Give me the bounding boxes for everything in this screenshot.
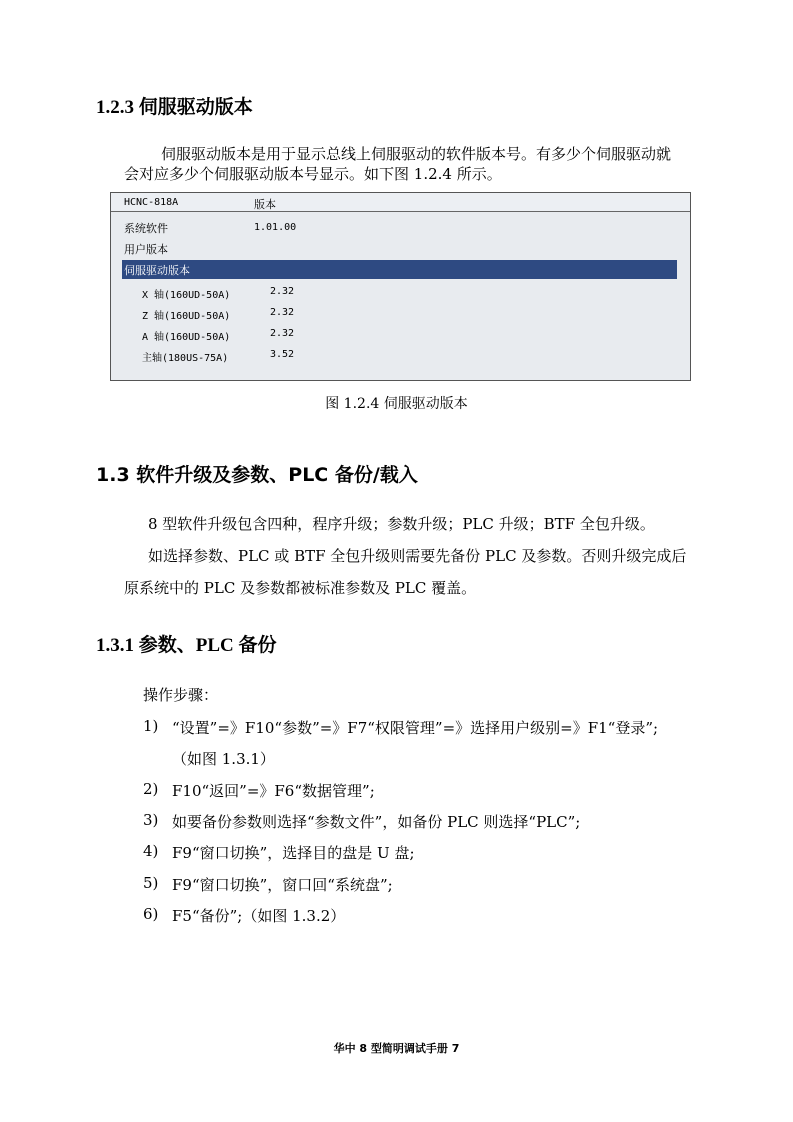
step-text: F9“窗口切换”，选择目的盘是 U 盘;	[172, 844, 415, 862]
paragraph-line: 8 型软件升级包含四种，程序升级；参数升级；PLC 升级；BTF 全包升级。	[148, 515, 655, 533]
paragraph-line: 伺服驱动版本是用于显示总线上伺服驱动的软件版本号。有多少个伺服驱动就	[161, 145, 672, 163]
step-number: 2)	[143, 780, 159, 798]
step-text: “设置”=》F10“参数”=》F7“权限管理”=》选择用户级别=》F1“登录”;	[172, 719, 659, 737]
step-number: 6)	[143, 905, 159, 923]
section-heading-1-3: 1.3 软件升级及参数、PLC 备份/载入	[96, 464, 418, 486]
screenshot-header	[111, 193, 690, 212]
system-model: HCNC-818A	[124, 197, 179, 208]
selected-row-highlight[interactable]	[122, 260, 677, 279]
spindle-version: 3.52	[270, 349, 295, 360]
step-number: 1)	[143, 717, 159, 735]
page-footer: 华中 8 型简明调试手册 7	[333, 1042, 460, 1055]
menu-item-system-software[interactable]: 系统软件	[124, 222, 168, 235]
axis-x-version: 2.32	[270, 286, 295, 297]
step-text: （如图 1.3.1）	[172, 750, 275, 768]
paragraph-line: 如选择参数、PLC 或 BTF 全包升级则需要先备份 PLC 及参数。否则升级完成后	[148, 547, 687, 565]
step-number: 3)	[143, 811, 159, 829]
servo-version-screenshot	[110, 192, 691, 381]
system-software-version: 1.01.00	[254, 222, 297, 233]
menu-item-user-version[interactable]: 用户版本	[124, 243, 168, 256]
step-number: 5)	[143, 874, 159, 892]
axis-a-version: 2.32	[270, 328, 295, 339]
step-number: 4)	[143, 842, 159, 860]
spindle-label: 主轴(180US-75A)	[142, 353, 229, 364]
paragraph-line: 会对应多少个伺服驱动版本号显示。如下图 1.2.4 所示。	[124, 165, 502, 183]
axis-x-label: X 轴(160UD-50A)	[142, 290, 231, 301]
version-column-header: 版本	[254, 198, 276, 211]
step-text: F5“备份”;（如图 1.3.2）	[172, 907, 346, 925]
paragraph-line: 原系统中的 PLC 及参数都被标准参数及 PLC 覆盖。	[124, 579, 477, 597]
menu-item-servo-drive-version[interactable]: 伺服驱动版本	[124, 264, 190, 277]
step-text: F9“窗口切换”，窗口回“系统盘”;	[172, 876, 393, 894]
step-text: F10“返回”=》F6“数据管理”;	[172, 782, 375, 800]
section-heading-1-2-3: 1.2.3 伺服驱动版本	[96, 97, 253, 118]
step-text: 如要备份参数则选择“参数文件”，如备份 PLC 则选择“PLC”;	[172, 813, 581, 831]
figure-caption: 图 1.2.4 伺服驱动版本	[325, 396, 468, 412]
section-heading-1-3-1: 1.3.1 参数、PLC 备份	[96, 635, 277, 656]
axis-a-label: A 轴(160UD-50A)	[142, 332, 231, 343]
steps-intro: 操作步骤：	[143, 686, 219, 704]
axis-z-label: Z 轴(160UD-50A)	[142, 311, 231, 322]
axis-z-version: 2.32	[270, 307, 295, 318]
